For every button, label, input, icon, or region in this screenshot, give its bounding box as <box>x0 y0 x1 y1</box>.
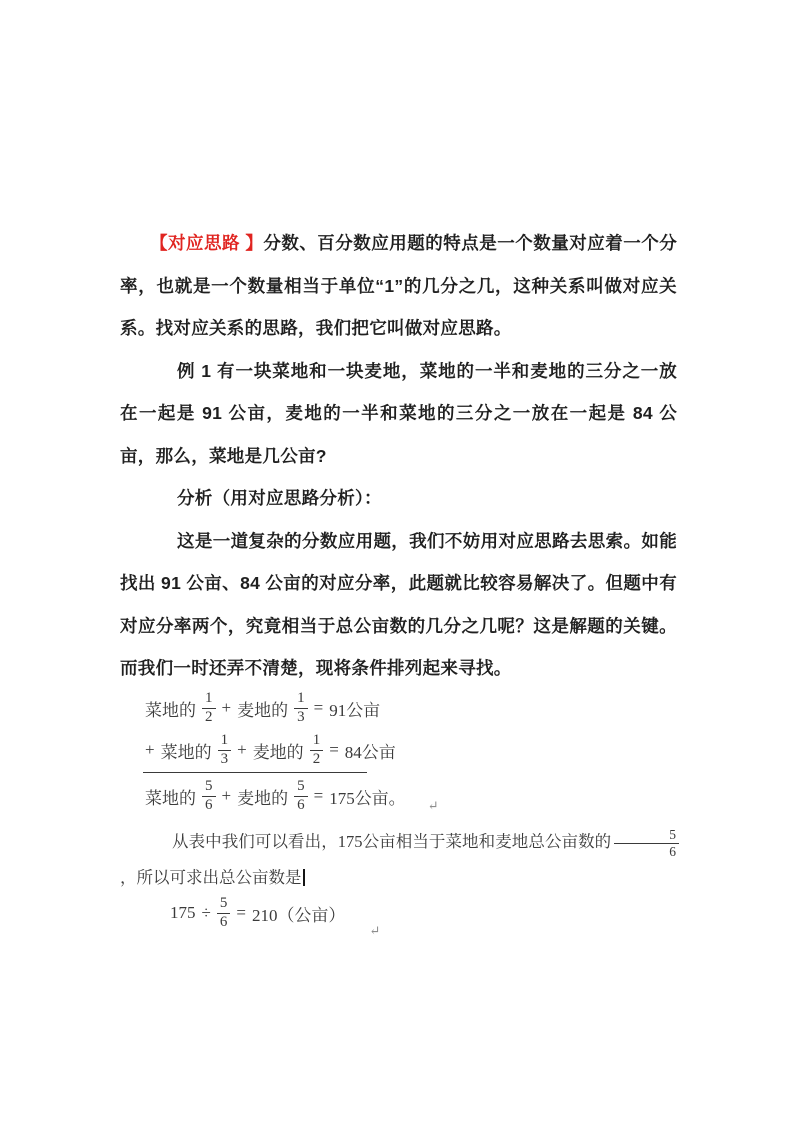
topic-label: 【对应思路 】 <box>150 233 264 253</box>
eq-term: 菜地的 <box>145 700 196 720</box>
return-mark-icon: ↵ <box>427 797 439 813</box>
eq-result: 91公亩 <box>329 700 381 720</box>
eq-result: 210（公亩） <box>251 905 346 925</box>
sum-rule <box>143 772 367 773</box>
analysis-heading: 分析（用对应思路分析）： <box>177 488 382 508</box>
analysis-paragraph: 这是一道复杂的分数应用题，我们不妨用对应思路去思索。如能找出 91 公亩、84 公亩的对应分率，此题就比较容易解决了。但题中有对应分率两个，究竟相当于总公亩数的几分之几呢？这是解题的关键。而我们一时还弄不清楚，现将条件排列起来寻找。 <box>120 530 677 678</box>
fraction-five-sixths: $\frac{5}{6}$ <box>294 779 308 814</box>
eq-term: 菜地的 <box>160 742 212 762</box>
equation-line-3 <box>145 775 439 817</box>
eq-term: 麦地的 <box>237 788 289 808</box>
equation-table <box>145 687 439 817</box>
eq-term: 菜地的 <box>145 788 196 808</box>
final-equation <box>170 895 381 938</box>
equals-operator: = <box>313 698 324 717</box>
plus-operator: + <box>221 786 232 805</box>
fraction-one-third: $\frac{1}{3}$ <box>218 733 232 768</box>
conclusion-text-pre: 从表中我们可以看出，175公亩相当于菜地和麦地总公亩数的 <box>172 832 612 851</box>
body-text-block <box>120 222 677 690</box>
divide-operator: ÷ <box>201 903 211 923</box>
equals-operator: = <box>329 740 339 759</box>
equals-operator: = <box>236 903 246 923</box>
intro-text: 分数、百分数应用题的特点是一个数量对应着一个分率，也就是一个数量相当于单位“1”的几分之几，这种关系叫做对应关系。找对应关系的思路，我们把它叫做对应思路。 <box>120 233 677 338</box>
eq-term: 麦地的 <box>252 742 304 762</box>
eq-result: 175公亩。 <box>329 788 406 808</box>
intro-paragraph <box>120 222 677 350</box>
plus-operator: + <box>221 698 232 717</box>
fraction-five-sixths: $\frac{5}{6}$ <box>217 896 231 931</box>
fraction-five-sixths: $\frac{5}{6}$ <box>614 828 679 859</box>
eq-result: 84公亩 <box>344 742 396 762</box>
equation-line-1 <box>145 687 439 729</box>
text-cursor-icon <box>303 869 306 886</box>
eq-operand: 175 <box>170 903 196 923</box>
plus-operator: + <box>237 740 247 759</box>
equals-operator: = <box>313 786 324 805</box>
return-mark-icon: ↵ <box>369 922 381 938</box>
fraction-one-half: $\frac{1}{2}$ <box>310 733 324 768</box>
example-paragraph: 例 1 有一块菜地和一块麦地，菜地的一半和麦地的三分之一放在一起是 91 公亩，麦地的一半和菜地的三分之一放在一起是 84 公亩，那么，菜地是几公亩? <box>120 360 677 466</box>
fraction-one-third: $\frac{1}{3}$ <box>294 691 308 726</box>
conclusion-text-post: ，所以可求出总公亩数是 <box>120 868 302 887</box>
conclusion-paragraph <box>120 824 682 896</box>
equation-line-2 <box>145 729 439 771</box>
fraction-one-half: $\frac{1}{2}$ <box>202 691 216 726</box>
plus-operator: + <box>145 740 155 759</box>
fraction-five-sixths: $\frac{5}{6}$ <box>202 779 216 814</box>
eq-term: 麦地的 <box>237 700 289 720</box>
